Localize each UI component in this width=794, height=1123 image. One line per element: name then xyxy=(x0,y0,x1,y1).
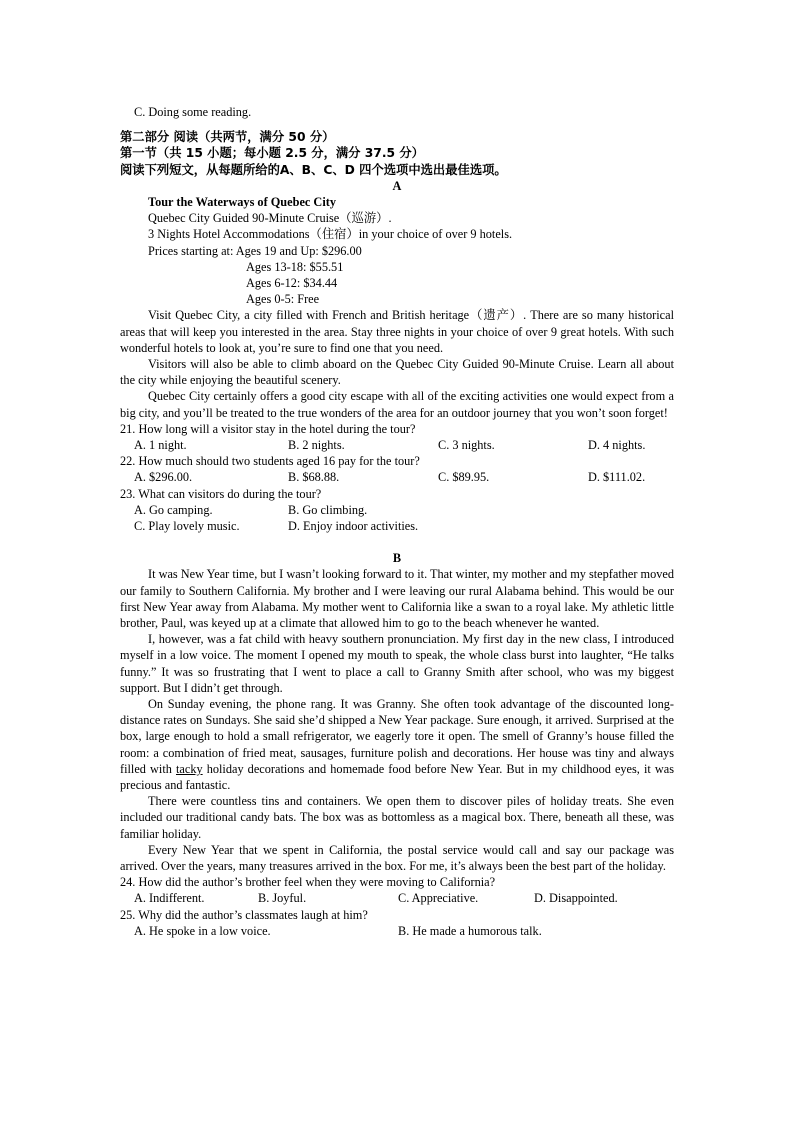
question-22: 22. How much should two students aged 16 pay for the tour? xyxy=(120,454,420,469)
question-23: 23. What can visitors do during the tour? xyxy=(120,486,322,501)
passage-a-paragraph-2: Visitors will also be able to climb aboard on the Quebec City Guided 90-Minute Cruise. Learn all about the city while enjoying the beautiful scenery. xyxy=(120,357,674,388)
question-23-options-ab xyxy=(120,502,674,518)
passage-b-paragraph-3 xyxy=(120,696,674,793)
question-24-options xyxy=(120,890,674,906)
option: C. Appreciative. xyxy=(398,891,479,906)
previous-option-c: C. Doing some reading. xyxy=(134,105,252,119)
option: D. Enjoy indoor activities. xyxy=(288,519,419,534)
part-two-heading: 第二部分 阅读（共两节，满分 50 分） xyxy=(120,130,335,145)
option: C. 3 nights. xyxy=(438,438,495,453)
option: B. Joyful. xyxy=(258,891,307,906)
reading-instruction: 阅读下列短文，从每题所给的A、B、C、D 四个选项中选出最佳选项。 xyxy=(120,162,507,177)
question-25-options xyxy=(120,923,674,939)
option: A. $296.00. xyxy=(134,470,193,485)
option: B. Go climbing. xyxy=(288,502,368,517)
question-21: 21. How long will a visitor stay in the hotel during the tour? xyxy=(120,421,416,436)
section-one-heading: 第一节（共 15 小题；每小题 2.5 分，满分 37.5 分） xyxy=(120,146,424,161)
passage-b-paragraph-2: I, however, was a fat child with heavy southern pronunciation. My first day in the new class, I introduced myself in a low voice. The moment I opened my mouth to speak, the whole class burst into laughter, “He talks funny.” It was so frustrating that I went to place a call to Granny Smith after school, who was my biggest support. But I didn’t get through. xyxy=(120,632,674,695)
question-22-options xyxy=(120,469,674,485)
underlined-word-tacky: tacky xyxy=(175,761,203,776)
option: B. 2 nights. xyxy=(288,438,345,453)
option: C. Play lovely music. xyxy=(134,519,240,534)
price-teen: Ages 13-18: $55.51 xyxy=(246,259,344,274)
question-24: 24. How did the author’s brother feel when they were moving to California? xyxy=(120,875,496,890)
price-adult: Prices starting at: Ages 19 and Up: $296.00 xyxy=(148,243,362,258)
option: A. Indifferent. xyxy=(134,891,205,906)
question-21-options xyxy=(120,437,674,453)
paragraph-text: On Sunday evening, the phone rang. It was Granny. She often took advantage of the discounted long-distance rates on Sundays. She said she’d shipped a New Year package. Sure enough, it arrived. Surprised at the box, large enough to hold a small refrigerator, we eagerly tore it open. The smell of Granny’s house filled the room: a combination of fried meat, sausages, furniture polish and decorations. Her house was tiny and always filled with xyxy=(120,697,674,776)
paragraph-text: holiday decorations and homemade food before New Year. But in my childhood eyes, it was precious and fantastic. xyxy=(120,761,674,793)
option: D. 4 nights. xyxy=(588,438,646,453)
passage-a-letter: A xyxy=(392,178,402,193)
price-infant: Ages 0-5: Free xyxy=(246,292,320,307)
option: B. $68.88. xyxy=(288,470,340,485)
passage-a-paragraph-1: Visit Quebec City, a city filled with French and British heritage（遗产）. There are so many historical areas that will keep you interested in the area. Stay three nights in your choice of over 9 great hotels. With such wonderful hotels to look at, you’re sure to find one that you need. xyxy=(120,308,674,355)
question-23-options-cd xyxy=(120,518,674,534)
option: A. 1 night. xyxy=(134,438,187,453)
question-25: 25. Why did the author’s classmates laugh at him? xyxy=(120,907,368,922)
passage-b-letter: B xyxy=(392,551,402,566)
option: A. He spoke in a low voice. xyxy=(134,923,271,938)
option: B. He made a humorous talk. xyxy=(398,923,542,938)
passage-a-paragraph-3: Quebec City certainly offers a good city escape with all of the exciting activities one would expect from a big city, and you’ll be treated to the true wonders of the area for an outdoor journey that you won’t soon forget! xyxy=(120,389,674,420)
price-child: Ages 6-12: $34.44 xyxy=(246,276,338,291)
passage-b-paragraph-4: There were countless tins and containers. We open them to discover piles of holiday treats. She even included our traditional candy bats. The box was as bottomless as a magical box. There, beneath all these, was familiar holiday. xyxy=(120,794,674,841)
passage-b-paragraph-5: Every New Year that we spent in California, the postal service would call and say our package was arrived. Over the years, many treasures arrived in the box. For me, it’s always been the best part of the holiday. xyxy=(120,842,674,874)
exam-page xyxy=(120,104,674,939)
passage-b-paragraph-1: It was New Year time, but I wasn’t looking forward to it. That winter, my mother and my stepfather moved our family to Southern California. My brother and I were leaving our rural Alabama behind. This would be our first New Year away from Alabama. My mother went to California like a swan to a royal lake. My athletic little brother, Paul, was keyed up at a climate that allowed him to go to the beach whenever he wanted. xyxy=(120,567,675,631)
passage-a-info-cruise: Quebec City Guided 90-Minute Cruise（巡游）. xyxy=(148,211,392,226)
passage-a-title: Tour the Waterways of Quebec City xyxy=(148,195,336,210)
option: D. Disappointed. xyxy=(534,891,618,906)
option: C. $89.95. xyxy=(438,470,490,485)
passage-a-info-hotels: 3 Nights Hotel Accommodations（住宿）in your choice of over 9 hotels. xyxy=(148,227,513,242)
option: D. $111.02. xyxy=(588,470,646,485)
option: A. Go camping. xyxy=(134,502,213,517)
